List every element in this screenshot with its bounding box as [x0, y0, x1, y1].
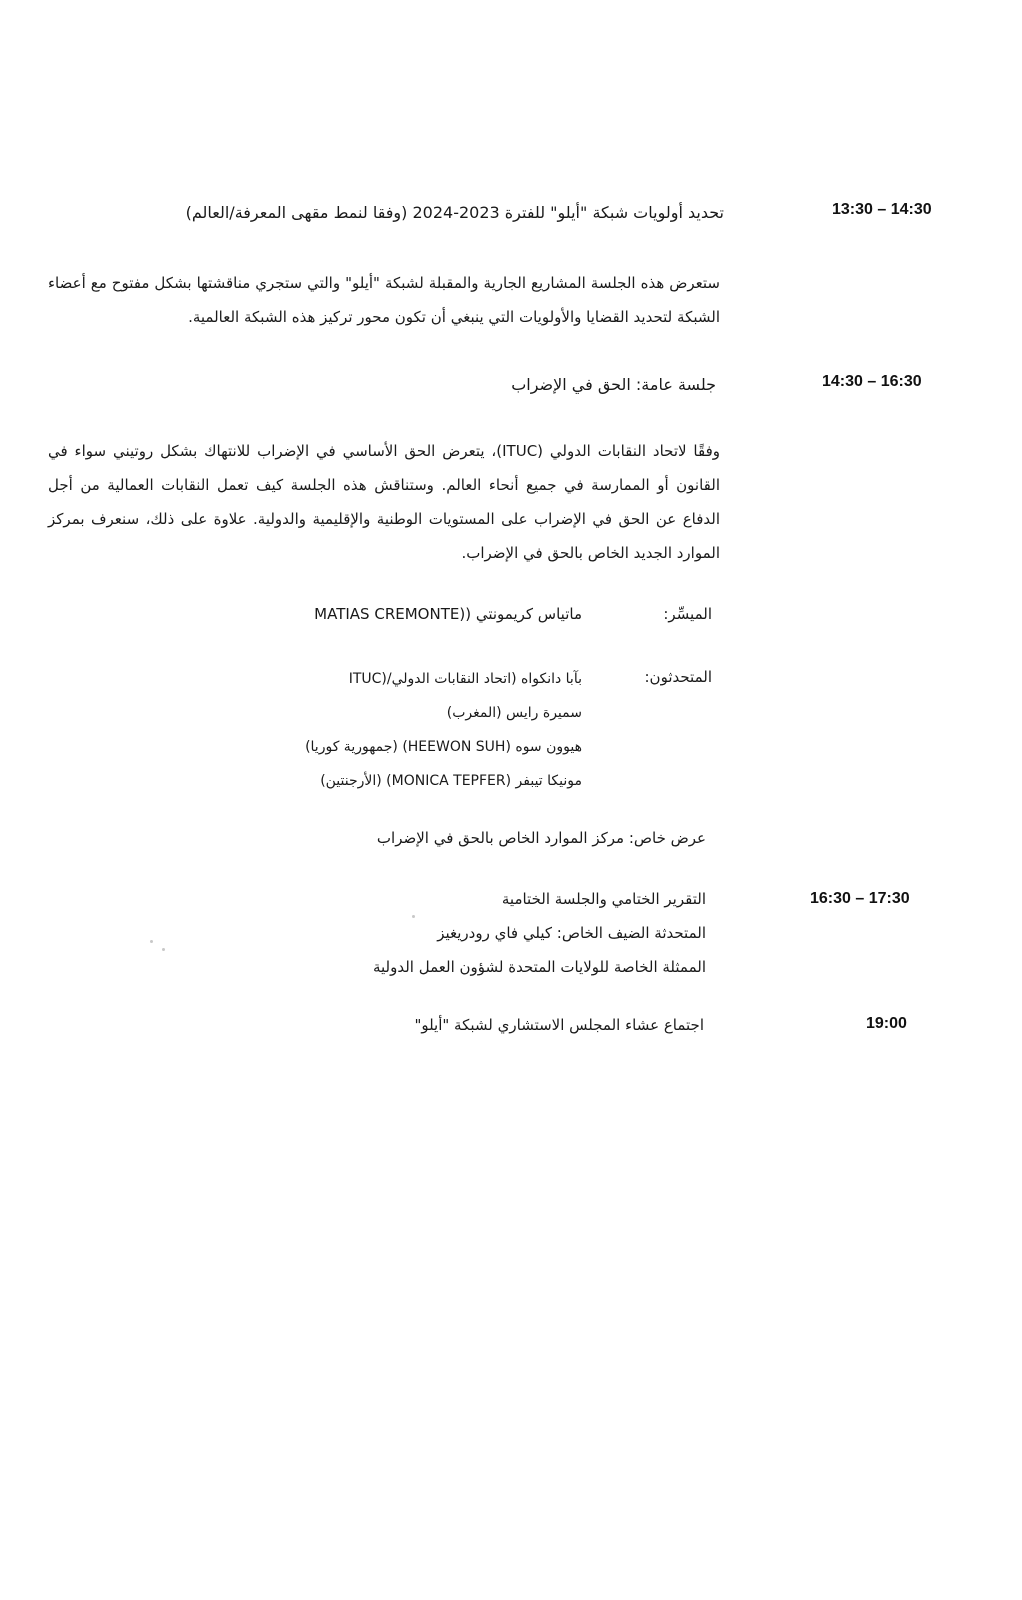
session-4-time: 19:00: [866, 1015, 907, 1032]
session-3-time: 16:30 – 17:30: [810, 890, 910, 907]
speaker-item: مونيكا تيبفر (MONICA TEPFER) (الأرجنتين): [320, 773, 582, 789]
session-2-description: وفقًا لاتحاد النقابات الدولي (ITUC)، يتعرض الحق الأساسي في الإضراب للانتهاك بشكل روتيني سواء في القانون أو الممارسة في جميع أنحاء العالم. وستناقش هذه الجلسة كيف تعمل النقابات العمالية من أجل الدفاع عن الحق في الإضراب على المستويات الوطنية والإقليمية والدولية. علاوة على ذلك، سنعرف بمركز الموارد الجديد الخاص بالحق في الإضراب.: [48, 442, 721, 562]
moderator-label: الميسِّر:: [663, 605, 712, 623]
scan-speck: [412, 915, 415, 918]
session-2-time: 14:30 – 16:30: [822, 373, 922, 390]
speakers-label: المتحدثون:: [644, 668, 712, 686]
session-4-title: اجتماع عشاء المجلس الاستشاري لشبكة "أيلو": [414, 1016, 704, 1034]
session-1-time: 13:30 – 14:30: [832, 201, 932, 218]
speaker-item: هيوون سوه (HEEWON SUH) (جمهورية كوريا): [305, 739, 582, 755]
special-presentation: عرض خاص: مركز الموارد الخاص بالحق في الإضراب: [376, 829, 706, 847]
speaker-item: بآبا دانكواه (اتحاد النقابات الدولي/(ITUC: [348, 671, 582, 687]
session-1-description: ستعرض هذه الجلسة المشاريع الجارية والمقبلة لشبكة "أيلو" والتي ستجري مناقشتها بشكل مفتوح مع أعضاء الشبكة لتحديد القضايا والأولويات التي ينبغي أن تكون محور تركيز هذه الشبكة العالمية.: [48, 274, 720, 326]
closing-title: التقرير الختامي والجلسة الختامية: [501, 890, 706, 908]
session-1-title: تحديد أولويات شبكة "أيلو" للفترة 2023-2024 (وفقا لنمط مقهى المعرفة/العالم): [185, 203, 724, 222]
session-2-title: جلسة عامة: الحق في الإضراب: [511, 375, 716, 394]
guest-speaker: المتحدثة الضيف الخاص: كيلي فاي رودريغيز: [437, 924, 706, 942]
scan-speck: [150, 940, 153, 943]
guest-speaker-role: الممثلة الخاصة للولايات المتحدة لشؤون العمل الدولية: [372, 958, 706, 976]
scan-speck: [162, 948, 165, 951]
session-3-lines: [373, 882, 706, 984]
speaker-item: سميرة رايس (المغرب): [446, 705, 582, 721]
moderator-name: ماتياس كريمونتي ((MATIAS CREMONTE: [314, 605, 582, 623]
speakers-list: [305, 662, 582, 798]
